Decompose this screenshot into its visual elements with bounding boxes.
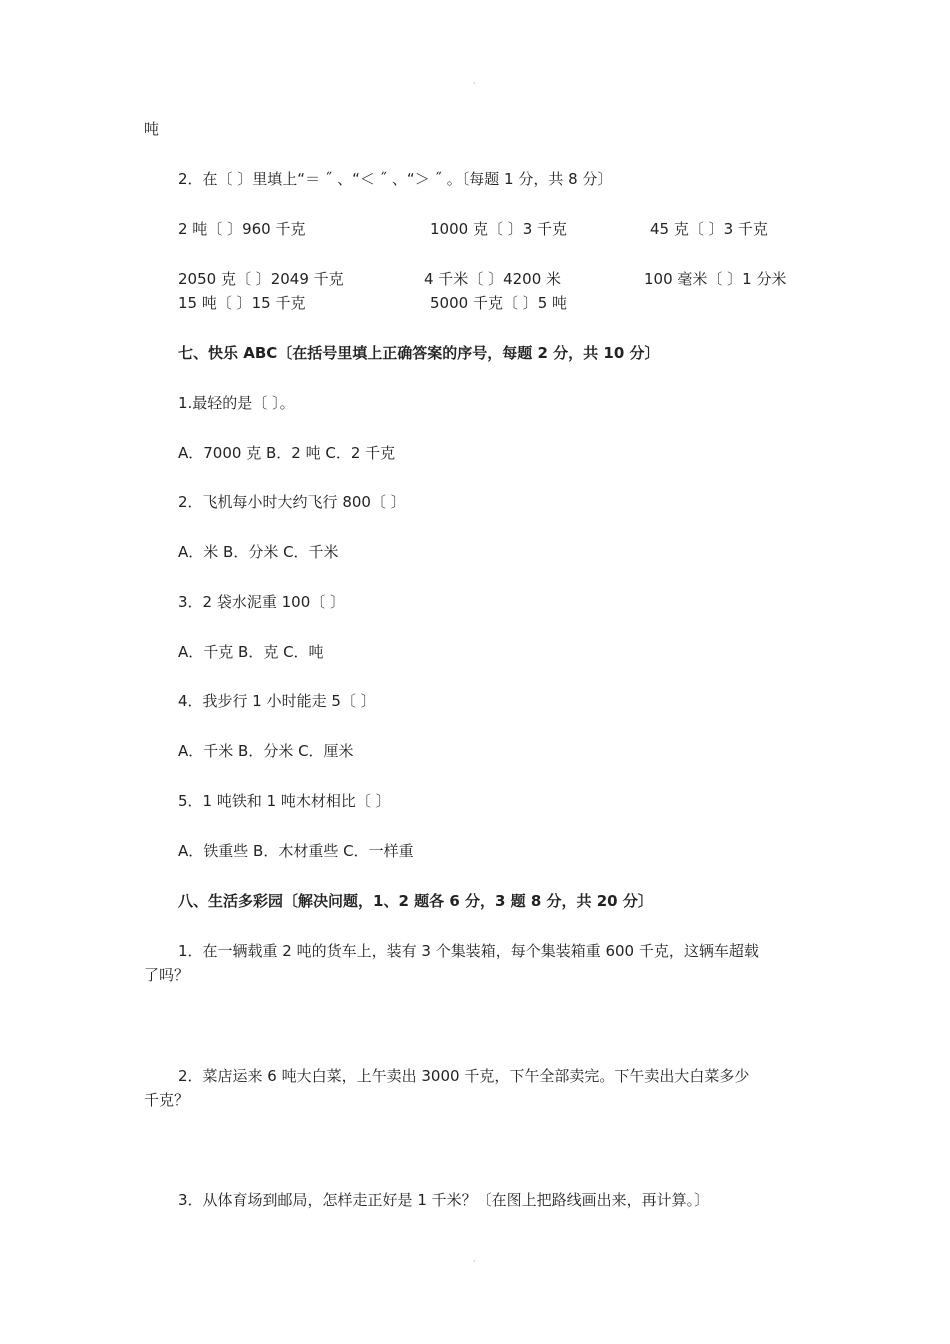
word-problem-2: 2．菜店运来 6 吨大白菜，上午卖出 3000 千克，下午全部卖完。下午卖出大白菜多少 (178, 1067, 750, 1085)
compare-item: 1000 克〔 〕3 千克 (430, 220, 568, 238)
compare-item: 2050 克〔 〕2049 千克 (178, 270, 344, 288)
compare-item: 2 吨〔 〕960 千克 (178, 220, 306, 238)
header-mark: · (473, 79, 476, 88)
footer-mark: · (473, 1257, 476, 1266)
section-7-heading: 七、快乐 ABC〔在括号里填上正确答案的序号，每题 2 分，共 10 分〕 (178, 344, 660, 362)
question-2-title: 2．在〔 〕里填上“＝ ˝ 、“＜ ˝ 、“＞ ˝ 。〔每题 1 分，共 8 分〕 (178, 170, 613, 188)
compare-item: 5000 千克〔 〕5 吨 (430, 294, 568, 312)
word-problem-1: 1．在一辆载重 2 吨的货车上，装有 3 个集装箱，每个集装箱重 600 千克，这辆车超载 (178, 942, 759, 960)
word-problem-3: 3．从体育场到邮局，怎样走正好是 1 千米？〔在图上把路线画出来，再计算。〕 (178, 1191, 710, 1209)
choice-question: 2．飞机每小时大约飞行 800〔 〕 (178, 493, 406, 511)
compare-item: 100 毫米〔 〕1 分米 (644, 270, 787, 288)
compare-item: 4 千米〔 〕4200 米 (424, 270, 562, 288)
word-problem-2-continued: 千克？ (144, 1091, 190, 1109)
choice-question: 5．1 吨铁和 1 吨木材相比〔 〕 (178, 792, 391, 810)
continued-unit: 吨 (144, 120, 160, 138)
choice-question: 3．2 袋水泥重 100〔 〕 (178, 593, 346, 611)
compare-item: 15 吨〔 〕15 千克 (178, 294, 306, 312)
word-problem-1-continued: 了吗？ (144, 966, 190, 984)
choice-options: A．米 B．分米 C．千米 (178, 543, 339, 561)
compare-item: 45 克〔 〕3 千克 (650, 220, 768, 238)
choice-options: A．千米 B．分米 C．厘米 (178, 742, 354, 760)
choice-question: 1.最轻的是〔 〕。 (178, 394, 295, 412)
choice-options: A．铁重些 B．木材重些 C．一样重 (178, 842, 414, 860)
section-8-heading: 八、生活多彩园〔解决问题，1、2 题各 6 分，3 题 8 分，共 20 分〕 (178, 892, 653, 910)
choice-options: A．千克 B．克 C．吨 (178, 643, 324, 661)
choice-question: 4．我步行 1 小时能走 5〔 〕 (178, 692, 376, 710)
choice-options: A．7000 克 B．2 吨 C．2 千克 (178, 444, 396, 462)
